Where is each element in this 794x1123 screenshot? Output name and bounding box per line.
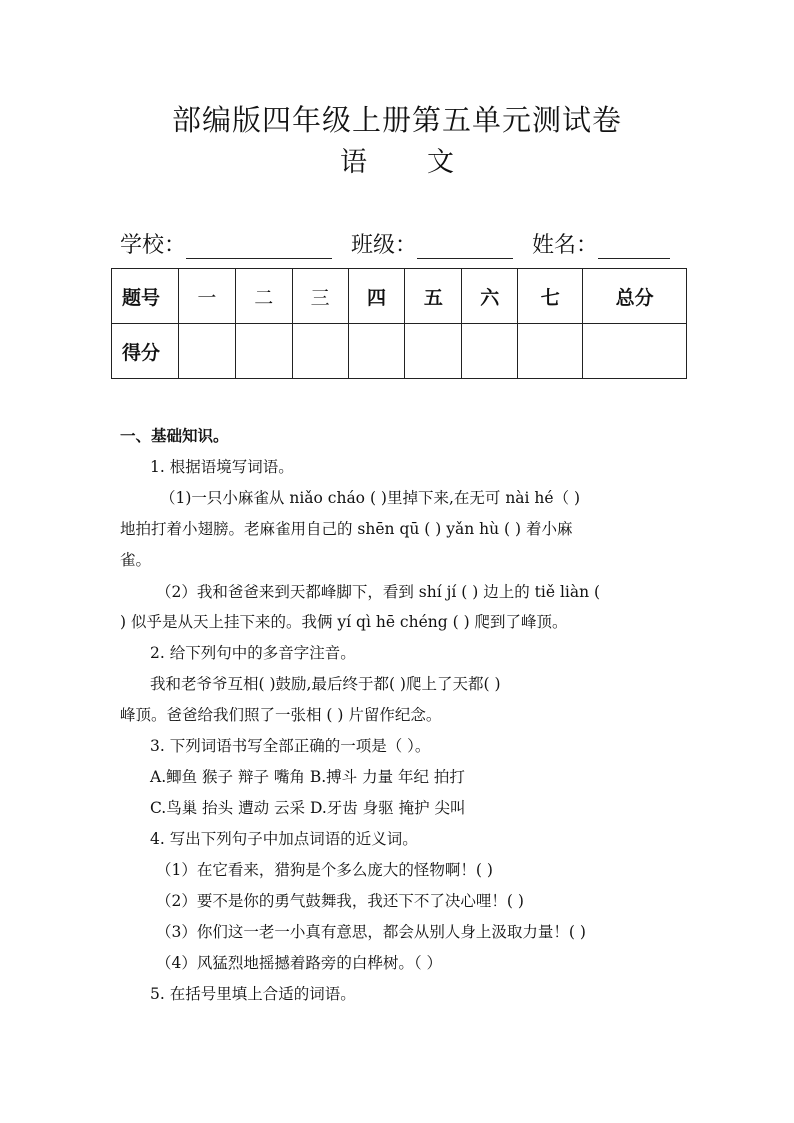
school-label: 学校： xyxy=(120,233,187,258)
score-table xyxy=(111,268,687,379)
question-1-part-2-line-1: （2）我和爸爸来到天都峰脚下，看到 shí jí ( ) 边上的 tiě liàn ( xyxy=(156,583,601,601)
subject-heading xyxy=(0,140,794,179)
score-table-cell: 五 xyxy=(405,269,462,324)
exam-title: 部编版四年级上册第五单元测试卷 xyxy=(171,103,622,137)
score-input-cell[interactable] xyxy=(178,324,235,379)
score-table-cell: 七 xyxy=(518,269,583,324)
score-row-label: 得分 xyxy=(112,324,179,379)
score-table-cell: 六 xyxy=(462,269,518,324)
score-input-cell[interactable] xyxy=(348,324,405,379)
question-4-item-3: （3）你们这一老一小真有意思，都会从别人身上汲取力量！( ) xyxy=(156,923,586,941)
question-4-item-1: （1）在它看来，猎狗是个多么庞大的怪物啊！( ) xyxy=(156,861,493,879)
school-field[interactable] xyxy=(186,234,332,259)
subject-char-1: 语 xyxy=(340,147,367,178)
question-5: 5. 在括号里填上合适的词语。 xyxy=(150,985,356,1003)
score-table-cell: 一 xyxy=(178,269,235,324)
question-2: 2. 给下列句中的多音字注音。 xyxy=(150,644,356,662)
question-1-part-2-line-2: ) 似乎是从天上挂下来的。我俩 yí qì hē chéng ( ) 爬到了峰顶。 xyxy=(120,613,568,631)
question-1-part-1-line-2: 地拍打着小翅膀。老麻雀用自己的 shēn qū ( ) yǎn hù ( ) 着小麻 xyxy=(120,520,573,538)
question-1-part-1-line-3: 雀。 xyxy=(120,551,152,569)
name-label: 姓名： xyxy=(532,233,599,258)
score-input-cell[interactable] xyxy=(583,324,687,379)
score-table-cell: 二 xyxy=(235,269,292,324)
subject-char-2: 文 xyxy=(427,147,454,178)
question-4-item-2: （2）要不是你的勇气鼓舞我，我还下不了决心哩！( ) xyxy=(156,892,524,910)
name-field[interactable] xyxy=(598,234,670,259)
question-2-line-2: 峰顶。爸爸给我们照了一张相 ( ) 片留作纪念。 xyxy=(120,706,442,724)
question-3-options-ab: A.鲫鱼 猴子 辩子 嘴角 B.搏斗 力量 年纪 拍打 xyxy=(150,768,465,786)
score-input-cell[interactable] xyxy=(235,324,292,379)
class-label: 班级： xyxy=(351,233,418,258)
score-table-cell: 四 xyxy=(348,269,405,324)
score-input-cell[interactable] xyxy=(405,324,462,379)
score-table-cell: 题号 xyxy=(112,269,179,324)
question-4-item-4: （4）风猛烈地摇撼着路旁的白桦树。（ ） xyxy=(156,954,443,972)
score-table-score-row xyxy=(112,324,687,379)
question-4: 4. 写出下列句子中加点词语的近义词。 xyxy=(150,830,418,848)
question-1: 1. 根据语境写词语。 xyxy=(150,458,294,476)
score-table-cell: 三 xyxy=(292,269,348,324)
score-table-header-row xyxy=(112,269,687,324)
score-input-cell[interactable] xyxy=(518,324,583,379)
student-info-row xyxy=(120,228,680,262)
question-3: 3. 下列词语书写全部正确的一项是（ ）。 xyxy=(150,737,431,755)
question-1-part-1-line-1: （1)一只小麻雀从 niǎo cháo ( )里掉下来,在无可 nài hé（ ) xyxy=(160,489,581,507)
score-table-cell: 总分 xyxy=(583,269,687,324)
question-2-line-1: 我和老爷爷互相( )鼓励,最后终于都( )爬上了天都( ) xyxy=(150,675,501,693)
class-field[interactable] xyxy=(417,234,513,259)
score-input-cell[interactable] xyxy=(462,324,518,379)
question-3-options-cd: C.鸟巢 抬头 遭动 云采 D.牙齿 身驱 掩护 尖叫 xyxy=(150,799,466,817)
section-heading: 一、基础知识。 xyxy=(120,426,229,445)
score-input-cell[interactable] xyxy=(292,324,348,379)
